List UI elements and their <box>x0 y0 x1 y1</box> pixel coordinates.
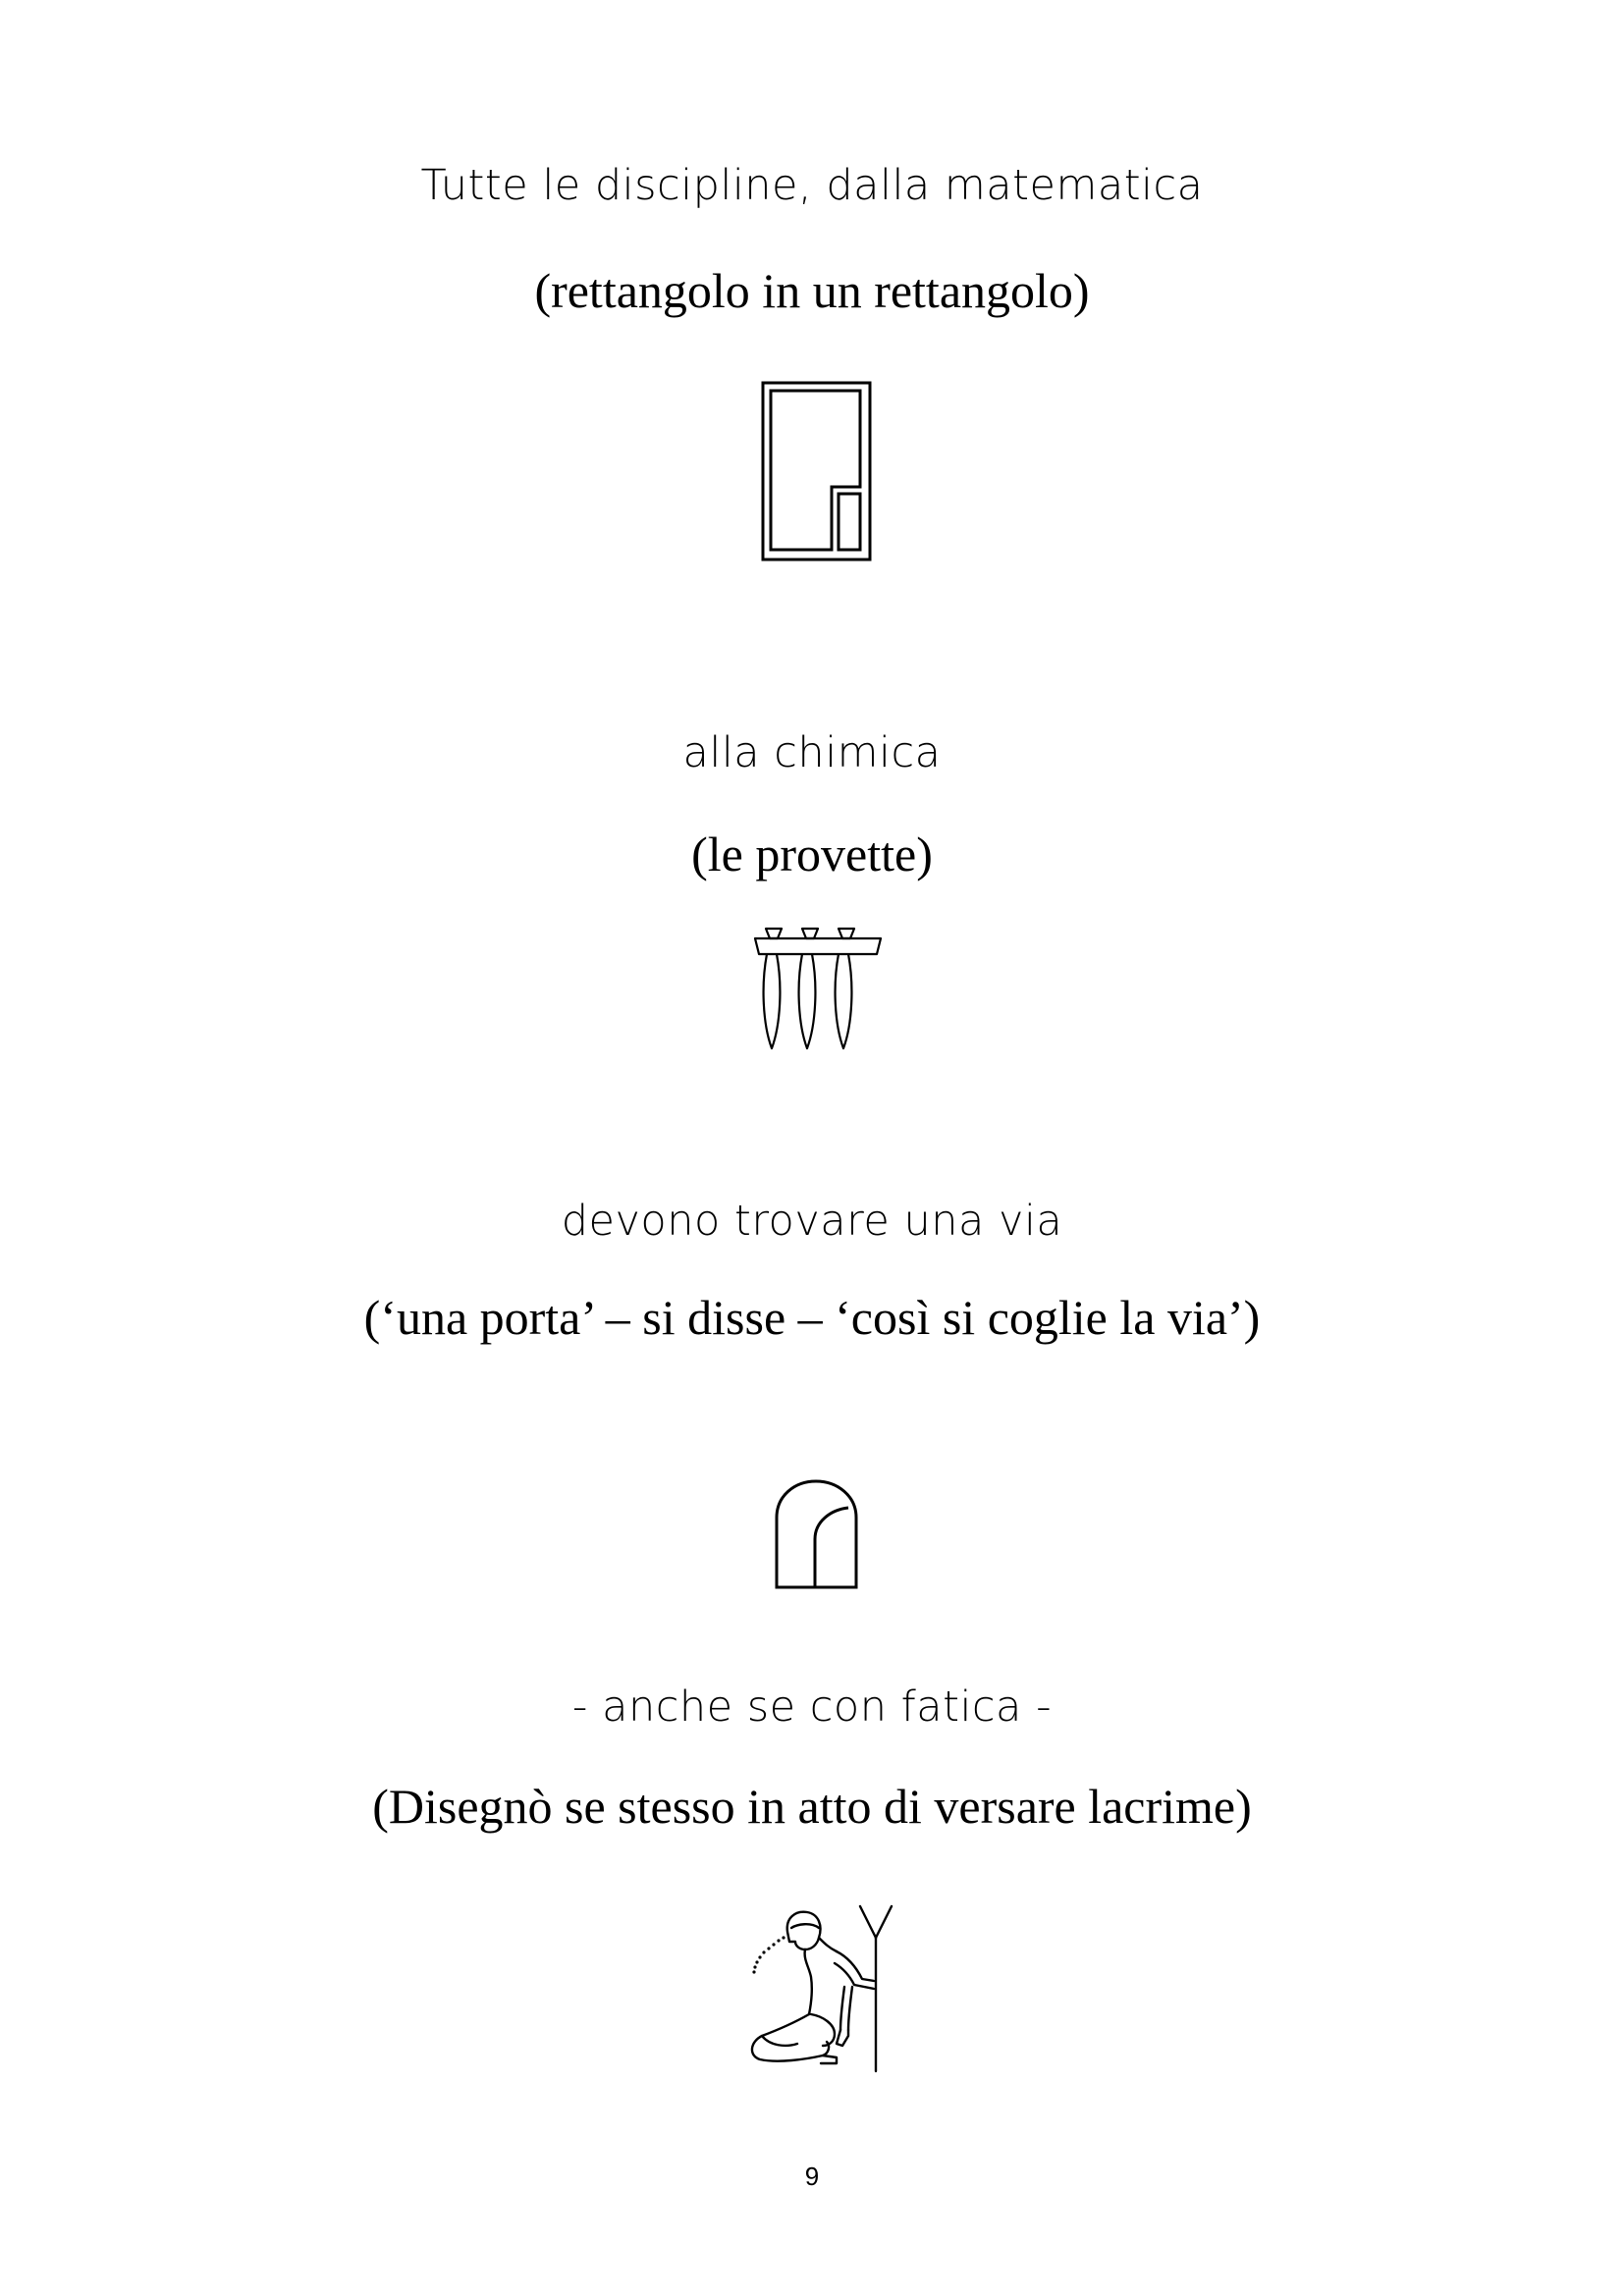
weeping-man-icon <box>727 1898 905 2075</box>
door-icon <box>774 1478 860 1590</box>
rectangle-in-rectangle-icon <box>761 381 874 563</box>
phrase-way: devono trovare una via <box>561 1197 1063 1246</box>
caption-door: (‘una porta’ – si disse – ‘così si coglie la via’) <box>363 1290 1261 1345</box>
page-number: 9 <box>804 2162 820 2191</box>
test-tubes-icon <box>753 927 883 1052</box>
phrase-effort: - anche se con fatica - <box>571 1682 1053 1732</box>
caption-test-tubes: (le provette) <box>691 827 933 881</box>
caption-rectangle: (rettangolo in un rettangolo) <box>534 263 1090 318</box>
caption-weeping: (Disegnò se stesso in atto di versare lacrime) <box>372 1779 1252 1834</box>
phrase-disciplines: Tutte le discipline, dalla matematica <box>420 161 1204 210</box>
phrase-chemistry: alla chimica <box>682 728 942 777</box>
